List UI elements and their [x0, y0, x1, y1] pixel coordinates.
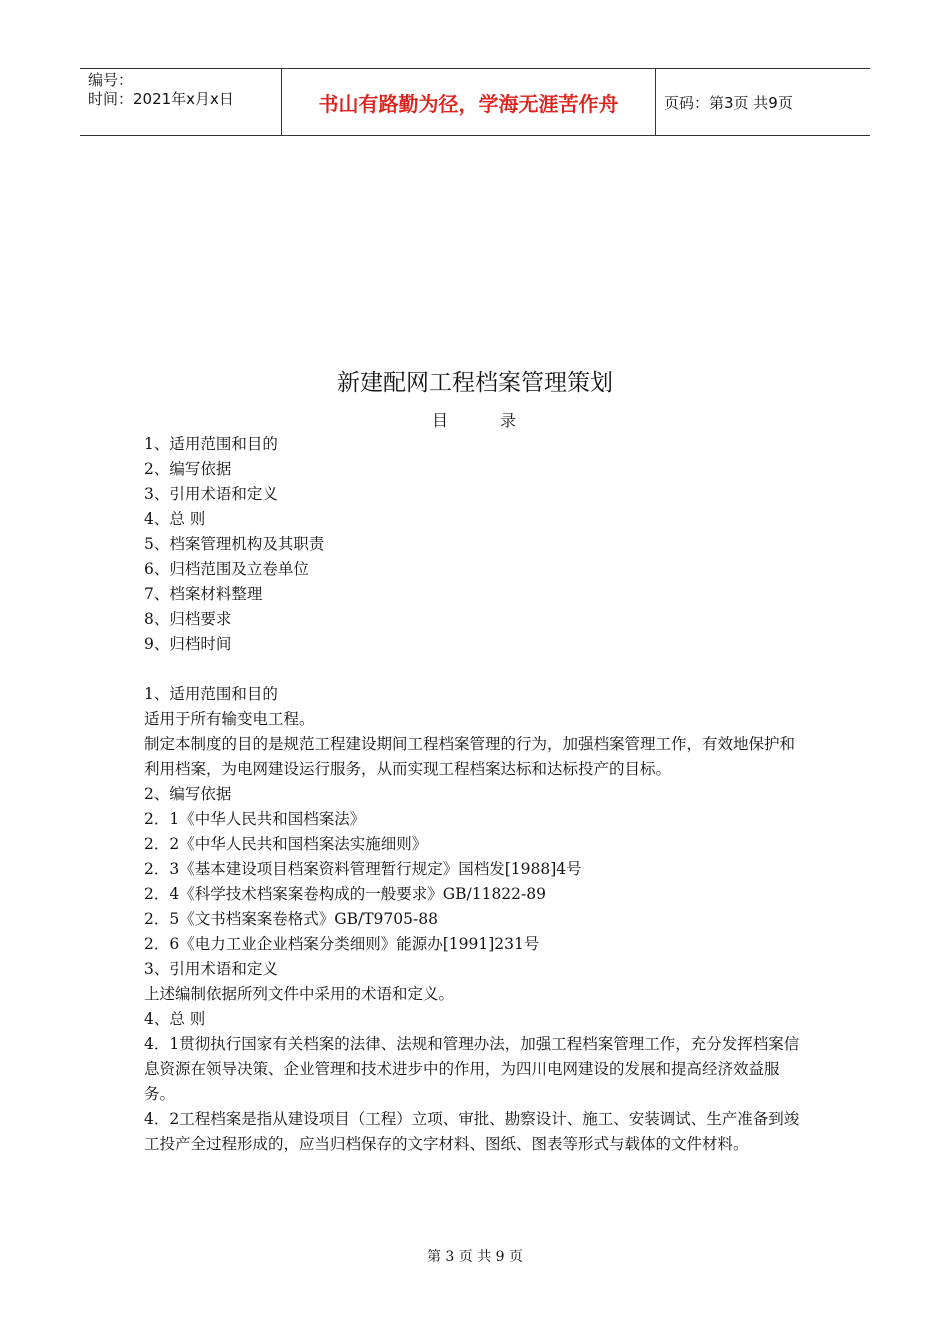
document-time-label: 时间：2021年x月x日 [88, 90, 234, 108]
list-item: 2．3《基本建设项目档案资料管理暂行规定》国档发[1988]4号 [144, 860, 582, 878]
page-header [80, 68, 870, 136]
toc-heading-char: 录 [499, 411, 518, 430]
toc-item: 8、归档要求 [144, 610, 232, 628]
table-of-contents [144, 432, 809, 657]
list-item: 2．5《文书档案案卷格式》GB/T9705-88 [144, 910, 438, 928]
paragraph: 上述编制依据所列文件中采用的术语和定义。 [144, 985, 455, 1003]
list-item: 2．6《电力工业企业档案分类细则》能源办[1991]231号 [144, 935, 540, 953]
document-number-label: 编号： [88, 71, 134, 89]
toc-item: 6、归档范围及立卷单位 [144, 560, 309, 578]
toc-item: 3、引用术语和定义 [144, 485, 278, 503]
list-item: 2．1《中华人民共和国档案法》 [144, 810, 366, 828]
toc-heading-char: 目 [431, 411, 450, 430]
toc-item: 2、编写依据 [144, 460, 232, 478]
section-heading: 3、引用术语和定义 [144, 960, 278, 978]
paragraph: 适用于所有输变电工程。 [144, 710, 315, 728]
paragraph: 制定本制度的目的是规范工程建设期间工程档案管理的行为，加强档案管理工作，有效地保护和利用档案，为电网建设运行服务，从而实现工程档案达标和达标投产的目标。 [144, 735, 796, 778]
section-heading: 1、适用范围和目的 [144, 685, 278, 703]
header-meta [80, 69, 282, 135]
paragraph: 4．1贯彻执行国家有关档案的法律、法规和管理办法，加强工程档案管理工作，充分发挥档案信息资源在领导决策、企业管理和技术进步中的作用，为四川电网建设的发展和提高经济效益服务。 [144, 1035, 800, 1103]
section-heading: 2、编写依据 [144, 785, 232, 803]
toc-heading [0, 408, 950, 431]
toc-item: 5、档案管理机构及其职责 [144, 535, 325, 553]
document-title: 新建配网工程档案管理策划 [337, 370, 613, 396]
header-page-info: 页码：第3页 共9页 [664, 93, 793, 112]
toc-item: 9、归档时间 [144, 635, 232, 653]
toc-item: 7、档案材料整理 [144, 585, 263, 603]
toc-item: 4、总 则 [144, 510, 206, 528]
document-body [144, 432, 809, 1157]
list-item: 2．2《中华人民共和国档案法实施细则》 [144, 835, 428, 853]
toc-item: 1、适用范围和目的 [144, 435, 278, 453]
section-heading: 4、总 则 [144, 1010, 206, 1028]
list-item: 2．4《科学技术档案案卷构成的一般要求》GB/11822-89 [144, 885, 546, 903]
page-footer: 第 3 页 共 9 页 [426, 1249, 524, 1265]
paragraph: 4．2工程档案是指从建设项目（工程）立项、审批、勘察设计、施工、安装调试、生产准备到竣工投产全过程形成的，应当归档保存的文字材料、图纸、图表等形式与载体的文件材料。 [144, 1110, 800, 1153]
document-content [144, 682, 809, 1157]
header-motto: 书山有路勤为径，学海无涯苦作舟 [282, 69, 656, 135]
